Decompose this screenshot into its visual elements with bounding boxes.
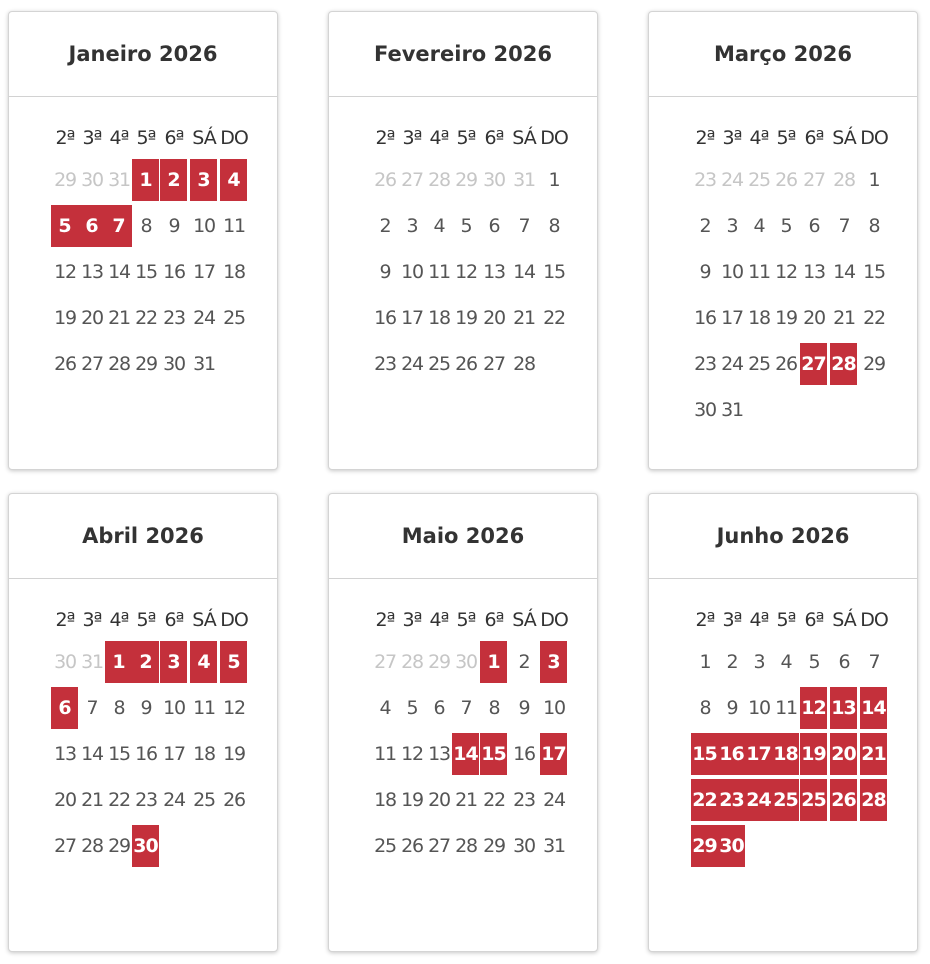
day-cell[interactable]: 29 bbox=[483, 835, 505, 857]
day-cell[interactable]: 14 bbox=[833, 261, 855, 283]
day-cell-outside[interactable]: 23 bbox=[694, 169, 716, 191]
day-cell[interactable]: 28 bbox=[455, 835, 477, 857]
day-cell[interactable]: 28 bbox=[81, 835, 103, 857]
day-cell[interactable]: 10 bbox=[163, 697, 185, 719]
day-cell[interactable]: 25 bbox=[748, 353, 770, 375]
day-cell[interactable]: 8 bbox=[868, 215, 880, 237]
day-cell[interactable]: 25 bbox=[374, 835, 396, 857]
day-cell[interactable]: 11 bbox=[223, 215, 245, 237]
day-cell[interactable]: 4 bbox=[433, 215, 445, 237]
day-cell-selected[interactable]: 2 bbox=[160, 159, 187, 201]
day-cell-selected[interactable]: 28 bbox=[860, 779, 887, 821]
day-cell[interactable]: 8 bbox=[548, 215, 560, 237]
day-cell[interactable]: 20 bbox=[803, 307, 825, 329]
day-cell[interactable]: 10 bbox=[721, 261, 743, 283]
day-cell-outside[interactable]: 27 bbox=[401, 169, 423, 191]
day-cell[interactable]: 11 bbox=[748, 261, 770, 283]
day-cell-selected[interactable]: 14 bbox=[860, 687, 887, 729]
day-cell[interactable]: 10 bbox=[748, 697, 770, 719]
day-cell[interactable]: 2 bbox=[379, 215, 391, 237]
day-cell-selected[interactable]: 3 bbox=[160, 641, 187, 683]
day-cell-selected[interactable]: 17 bbox=[540, 733, 567, 775]
day-cell-selected[interactable]: 3 bbox=[190, 159, 217, 201]
day-cell[interactable]: 3 bbox=[726, 215, 738, 237]
day-cell[interactable]: 30 bbox=[163, 353, 185, 375]
day-cell[interactable]: 12 bbox=[223, 697, 245, 719]
day-cell[interactable]: 8 bbox=[699, 697, 711, 719]
day-cell-selected[interactable]: 25 bbox=[800, 779, 827, 821]
day-cell-selected[interactable]: 14 bbox=[452, 733, 479, 775]
weekday-label: 3ª bbox=[82, 609, 102, 631]
day-grid bbox=[329, 12, 597, 469]
day-cell-selected[interactable]: 29 bbox=[691, 825, 718, 867]
day-cell-outside[interactable]: 27 bbox=[374, 651, 396, 673]
day-cell-outside[interactable]: 29 bbox=[54, 169, 76, 191]
day-cell[interactable]: 9 bbox=[726, 697, 738, 719]
day-grid bbox=[649, 494, 917, 951]
day-cell[interactable]: 19 bbox=[223, 743, 245, 765]
day-cell[interactable]: 1 bbox=[548, 169, 560, 191]
day-cell[interactable]: 13 bbox=[428, 743, 450, 765]
day-cell[interactable]: 14 bbox=[108, 261, 130, 283]
day-cell-selected[interactable]: 22 bbox=[691, 779, 718, 821]
day-cell[interactable]: 6 bbox=[838, 651, 850, 673]
day-cell-selected[interactable]: 26 bbox=[830, 779, 857, 821]
day-cell[interactable]: 31 bbox=[193, 353, 215, 375]
weekday-label: 6ª bbox=[484, 609, 504, 631]
day-cell[interactable]: 19 bbox=[455, 307, 477, 329]
weekday-label: 6ª bbox=[164, 609, 184, 631]
weekday-label: 3ª bbox=[722, 609, 742, 631]
day-cell-selected[interactable]: 30 bbox=[718, 825, 745, 867]
day-cell[interactable]: 21 bbox=[81, 789, 103, 811]
day-cell[interactable]: 6 bbox=[488, 215, 500, 237]
day-cell-selected[interactable]: 2 bbox=[132, 641, 159, 683]
day-cell-outside[interactable]: 26 bbox=[775, 169, 797, 191]
day-cell[interactable]: 16 bbox=[135, 743, 157, 765]
day-cell[interactable]: 7 bbox=[86, 697, 98, 719]
day-cell[interactable]: 30 bbox=[694, 399, 716, 421]
day-cell[interactable]: 22 bbox=[135, 307, 157, 329]
day-cell-outside[interactable]: 31 bbox=[81, 651, 103, 673]
day-cell[interactable]: 7 bbox=[868, 651, 880, 673]
day-cell[interactable]: 18 bbox=[193, 743, 215, 765]
day-cell[interactable]: 12 bbox=[455, 261, 477, 283]
day-cell[interactable]: 9 bbox=[168, 215, 180, 237]
day-cell-outside[interactable]: 31 bbox=[513, 169, 535, 191]
day-cell[interactable]: 8 bbox=[488, 697, 500, 719]
day-cell[interactable]: 26 bbox=[54, 353, 76, 375]
day-cell-selected[interactable]: 16 bbox=[718, 733, 745, 775]
weekday-label: DO bbox=[220, 609, 248, 631]
weekday-label: 2ª bbox=[375, 127, 395, 149]
day-cell[interactable]: 11 bbox=[428, 261, 450, 283]
day-cell[interactable]: 5 bbox=[808, 651, 820, 673]
day-cell[interactable]: 27 bbox=[81, 353, 103, 375]
weekday-label: 5ª bbox=[456, 609, 476, 631]
day-cell[interactable]: 12 bbox=[54, 261, 76, 283]
day-cell[interactable]: 19 bbox=[54, 307, 76, 329]
weekday-label: 5ª bbox=[136, 609, 156, 631]
day-cell[interactable]: 22 bbox=[543, 307, 565, 329]
weekday-label: 3ª bbox=[402, 127, 422, 149]
day-cell[interactable]: 9 bbox=[699, 261, 711, 283]
day-cell[interactable]: 21 bbox=[513, 307, 535, 329]
day-cell-selected[interactable]: 23 bbox=[718, 779, 745, 821]
day-cell[interactable]: 4 bbox=[780, 651, 792, 673]
calendar-card-mar bbox=[648, 11, 918, 470]
day-cell[interactable]: 9 bbox=[379, 261, 391, 283]
day-cell[interactable]: 13 bbox=[803, 261, 825, 283]
day-cell[interactable]: 24 bbox=[163, 789, 185, 811]
day-cell[interactable]: 27 bbox=[483, 353, 505, 375]
day-cell-outside[interactable]: 28 bbox=[401, 651, 423, 673]
day-cell[interactable]: 2 bbox=[518, 651, 530, 673]
weekday-label: SÁ bbox=[192, 127, 216, 149]
day-cell[interactable]: 16 bbox=[163, 261, 185, 283]
day-cell[interactable]: 7 bbox=[460, 697, 472, 719]
day-cell-selected[interactable]: 12 bbox=[800, 687, 827, 729]
day-cell[interactable]: 21 bbox=[455, 789, 477, 811]
day-cell-selected[interactable]: 15 bbox=[691, 733, 718, 775]
month-title: Fevereiro 2026 bbox=[329, 12, 597, 97]
day-cell[interactable]: 23 bbox=[163, 307, 185, 329]
day-cell[interactable]: 23 bbox=[513, 789, 535, 811]
day-cell[interactable]: 27 bbox=[428, 835, 450, 857]
weekday-label: SÁ bbox=[512, 127, 536, 149]
day-cell[interactable]: 28 bbox=[108, 353, 130, 375]
day-cell-selected[interactable]: 20 bbox=[830, 733, 857, 775]
day-cell[interactable]: 24 bbox=[721, 353, 743, 375]
day-cell-selected[interactable]: 21 bbox=[860, 733, 887, 775]
weekday-label: 6ª bbox=[484, 127, 504, 149]
weekday-label: 3ª bbox=[402, 609, 422, 631]
day-cell[interactable]: 6 bbox=[433, 697, 445, 719]
day-cell-selected[interactable]: 4 bbox=[220, 159, 247, 201]
day-cell[interactable]: 16 bbox=[694, 307, 716, 329]
day-cell[interactable]: 10 bbox=[193, 215, 215, 237]
day-cell[interactable]: 8 bbox=[140, 215, 152, 237]
day-cell[interactable]: 20 bbox=[428, 789, 450, 811]
day-cell[interactable]: 18 bbox=[428, 307, 450, 329]
weekday-label: 5ª bbox=[776, 127, 796, 149]
day-cell-selected[interactable]: 19 bbox=[800, 733, 827, 775]
day-grid bbox=[9, 494, 277, 951]
day-cell-outside[interactable]: 31 bbox=[108, 169, 130, 191]
day-cell-selected[interactable]: 30 bbox=[132, 825, 159, 867]
calendar-card-may bbox=[328, 493, 598, 952]
day-cell[interactable]: 16 bbox=[374, 307, 396, 329]
day-cell[interactable]: 29 bbox=[135, 353, 157, 375]
day-cell[interactable]: 20 bbox=[483, 307, 505, 329]
day-cell[interactable]: 17 bbox=[193, 261, 215, 283]
day-cell[interactable]: 10 bbox=[401, 261, 423, 283]
day-cell-selected[interactable]: 6 bbox=[51, 687, 78, 729]
day-cell[interactable]: 23 bbox=[135, 789, 157, 811]
day-cell[interactable]: 13 bbox=[483, 261, 505, 283]
weekday-label: 4ª bbox=[429, 127, 449, 149]
day-cell-outside[interactable]: 25 bbox=[748, 169, 770, 191]
day-cell[interactable]: 19 bbox=[401, 789, 423, 811]
weekday-label: SÁ bbox=[192, 609, 216, 631]
day-cell[interactable]: 18 bbox=[374, 789, 396, 811]
day-cell-selected[interactable]: 15 bbox=[480, 733, 507, 775]
day-cell-selected[interactable]: 1 bbox=[132, 159, 159, 201]
day-cell[interactable]: 13 bbox=[54, 743, 76, 765]
day-cell-selected[interactable]: 6 bbox=[78, 205, 105, 247]
day-cell-selected[interactable]: 25 bbox=[772, 779, 799, 821]
day-cell[interactable]: 16 bbox=[513, 743, 535, 765]
day-cell[interactable]: 2 bbox=[726, 651, 738, 673]
day-cell[interactable]: 11 bbox=[775, 697, 797, 719]
weekday-label: 6ª bbox=[804, 609, 824, 631]
day-cell[interactable]: 26 bbox=[401, 835, 423, 857]
day-cell[interactable]: 5 bbox=[406, 697, 418, 719]
weekday-label: 6ª bbox=[164, 127, 184, 149]
calendar-card-jun bbox=[648, 493, 918, 952]
day-cell-selected[interactable]: 17 bbox=[745, 733, 772, 775]
day-cell[interactable]: 21 bbox=[833, 307, 855, 329]
day-cell-selected[interactable]: 3 bbox=[540, 641, 567, 683]
day-grid bbox=[329, 494, 597, 951]
day-cell[interactable]: 1 bbox=[868, 169, 880, 191]
day-cell[interactable]: 17 bbox=[163, 743, 185, 765]
day-cell[interactable]: 18 bbox=[223, 261, 245, 283]
day-cell[interactable]: 11 bbox=[193, 697, 215, 719]
day-cell[interactable]: 29 bbox=[863, 353, 885, 375]
weekday-label: SÁ bbox=[512, 609, 536, 631]
weekday-label: 3ª bbox=[722, 127, 742, 149]
day-cell[interactable]: 24 bbox=[193, 307, 215, 329]
calendar-card-apr bbox=[8, 493, 278, 952]
month-title: Junho 2026 bbox=[649, 494, 917, 579]
day-cell[interactable]: 24 bbox=[543, 789, 565, 811]
weekday-label: 2ª bbox=[695, 609, 715, 631]
day-cell[interactable]: 21 bbox=[108, 307, 130, 329]
day-cell[interactable]: 28 bbox=[513, 353, 535, 375]
day-cell[interactable]: 15 bbox=[863, 261, 885, 283]
day-cell[interactable]: 30 bbox=[513, 835, 535, 857]
weekday-label: 4ª bbox=[749, 127, 769, 149]
day-cell-outside[interactable]: 27 bbox=[803, 169, 825, 191]
day-cell[interactable]: 20 bbox=[54, 789, 76, 811]
day-cell[interactable]: 31 bbox=[543, 835, 565, 857]
day-cell[interactable]: 8 bbox=[113, 697, 125, 719]
day-cell-selected[interactable]: 13 bbox=[830, 687, 857, 729]
day-cell[interactable]: 26 bbox=[455, 353, 477, 375]
day-cell-outside[interactable]: 24 bbox=[721, 169, 743, 191]
day-cell-selected[interactable]: 18 bbox=[772, 733, 799, 775]
month-title: Março 2026 bbox=[649, 12, 917, 97]
day-cell[interactable]: 15 bbox=[135, 261, 157, 283]
weekday-label: 3ª bbox=[82, 127, 102, 149]
day-cell-outside[interactable]: 30 bbox=[54, 651, 76, 673]
day-cell-outside[interactable]: 30 bbox=[81, 169, 103, 191]
weekday-label: DO bbox=[860, 609, 888, 631]
day-cell-selected[interactable]: 24 bbox=[745, 779, 772, 821]
weekday-label: 2ª bbox=[55, 609, 75, 631]
day-cell[interactable]: 18 bbox=[748, 307, 770, 329]
weekday-label: 5ª bbox=[776, 609, 796, 631]
day-cell[interactable]: 27 bbox=[54, 835, 76, 857]
weekday-label: 6ª bbox=[804, 127, 824, 149]
day-cell[interactable]: 12 bbox=[775, 261, 797, 283]
weekday-label: 4ª bbox=[749, 609, 769, 631]
day-cell[interactable]: 13 bbox=[81, 261, 103, 283]
day-cell[interactable]: 25 bbox=[193, 789, 215, 811]
day-cell[interactable]: 3 bbox=[406, 215, 418, 237]
day-cell-outside[interactable]: 28 bbox=[428, 169, 450, 191]
day-cell[interactable]: 31 bbox=[721, 399, 743, 421]
day-cell-selected[interactable]: 4 bbox=[190, 641, 217, 683]
day-cell[interactable]: 5 bbox=[780, 215, 792, 237]
day-cell[interactable]: 2 bbox=[699, 215, 711, 237]
weekday-label: 4ª bbox=[429, 609, 449, 631]
weekday-label: 2ª bbox=[375, 609, 395, 631]
day-cell[interactable]: 14 bbox=[513, 261, 535, 283]
month-title: Maio 2026 bbox=[329, 494, 597, 579]
day-cell-selected[interactable]: 5 bbox=[220, 641, 247, 683]
day-cell[interactable]: 4 bbox=[379, 697, 391, 719]
day-cell[interactable]: 11 bbox=[374, 743, 396, 765]
day-cell[interactable]: 23 bbox=[374, 353, 396, 375]
day-grid bbox=[9, 12, 277, 469]
weekday-label: DO bbox=[540, 127, 568, 149]
day-cell[interactable]: 15 bbox=[543, 261, 565, 283]
day-cell-selected[interactable]: 27 bbox=[800, 343, 827, 385]
weekday-label: SÁ bbox=[832, 127, 856, 149]
day-cell[interactable]: 23 bbox=[694, 353, 716, 375]
day-cell[interactable]: 7 bbox=[838, 215, 850, 237]
day-cell[interactable]: 25 bbox=[428, 353, 450, 375]
weekday-label: 5ª bbox=[136, 127, 156, 149]
day-cell-outside[interactable]: 30 bbox=[483, 169, 505, 191]
weekday-label: 2ª bbox=[695, 127, 715, 149]
day-cell-outside[interactable]: 28 bbox=[833, 169, 855, 191]
weekday-label: DO bbox=[540, 609, 568, 631]
day-cell[interactable]: 6 bbox=[808, 215, 820, 237]
day-cell[interactable]: 26 bbox=[223, 789, 245, 811]
day-cell[interactable]: 22 bbox=[863, 307, 885, 329]
day-cell-selected[interactable]: 28 bbox=[830, 343, 857, 385]
day-cell[interactable]: 17 bbox=[401, 307, 423, 329]
day-cell[interactable]: 14 bbox=[81, 743, 103, 765]
day-cell[interactable]: 22 bbox=[108, 789, 130, 811]
weekday-label: 5ª bbox=[456, 127, 476, 149]
weekday-label: 4ª bbox=[109, 609, 129, 631]
day-cell[interactable]: 10 bbox=[543, 697, 565, 719]
calendar-card-feb bbox=[328, 11, 598, 470]
day-cell-outside[interactable]: 26 bbox=[374, 169, 396, 191]
day-cell[interactable]: 5 bbox=[460, 215, 472, 237]
day-cell[interactable]: 17 bbox=[721, 307, 743, 329]
day-cell[interactable]: 12 bbox=[401, 743, 423, 765]
weekday-label: SÁ bbox=[832, 609, 856, 631]
day-cell-outside[interactable]: 30 bbox=[455, 651, 477, 673]
weekday-label: DO bbox=[220, 127, 248, 149]
day-cell[interactable]: 20 bbox=[81, 307, 103, 329]
day-cell[interactable]: 26 bbox=[775, 353, 797, 375]
day-cell[interactable]: 29 bbox=[108, 835, 130, 857]
calendar-card-jan bbox=[8, 11, 278, 470]
month-title: Abril 2026 bbox=[9, 494, 277, 579]
day-cell[interactable]: 22 bbox=[483, 789, 505, 811]
day-cell-outside[interactable]: 29 bbox=[428, 651, 450, 673]
day-grid bbox=[649, 12, 917, 469]
day-cell[interactable]: 7 bbox=[518, 215, 530, 237]
day-cell[interactable]: 24 bbox=[401, 353, 423, 375]
day-cell-outside[interactable]: 29 bbox=[455, 169, 477, 191]
day-cell[interactable]: 19 bbox=[775, 307, 797, 329]
day-cell[interactable]: 3 bbox=[753, 651, 765, 673]
weekday-label: 2ª bbox=[55, 127, 75, 149]
day-cell[interactable]: 4 bbox=[753, 215, 765, 237]
day-cell[interactable]: 15 bbox=[108, 743, 130, 765]
day-cell-selected[interactable]: 1 bbox=[105, 641, 132, 683]
day-cell[interactable]: 25 bbox=[223, 307, 245, 329]
weekday-label: 4ª bbox=[109, 127, 129, 149]
day-cell-selected[interactable]: 5 bbox=[51, 205, 78, 247]
month-title: Janeiro 2026 bbox=[9, 12, 277, 97]
weekday-label: DO bbox=[860, 127, 888, 149]
day-cell[interactable]: 9 bbox=[518, 697, 530, 719]
day-cell[interactable]: 1 bbox=[699, 651, 711, 673]
day-cell-selected[interactable]: 1 bbox=[480, 641, 507, 683]
day-cell-selected[interactable]: 7 bbox=[105, 205, 132, 247]
day-cell[interactable]: 9 bbox=[140, 697, 152, 719]
